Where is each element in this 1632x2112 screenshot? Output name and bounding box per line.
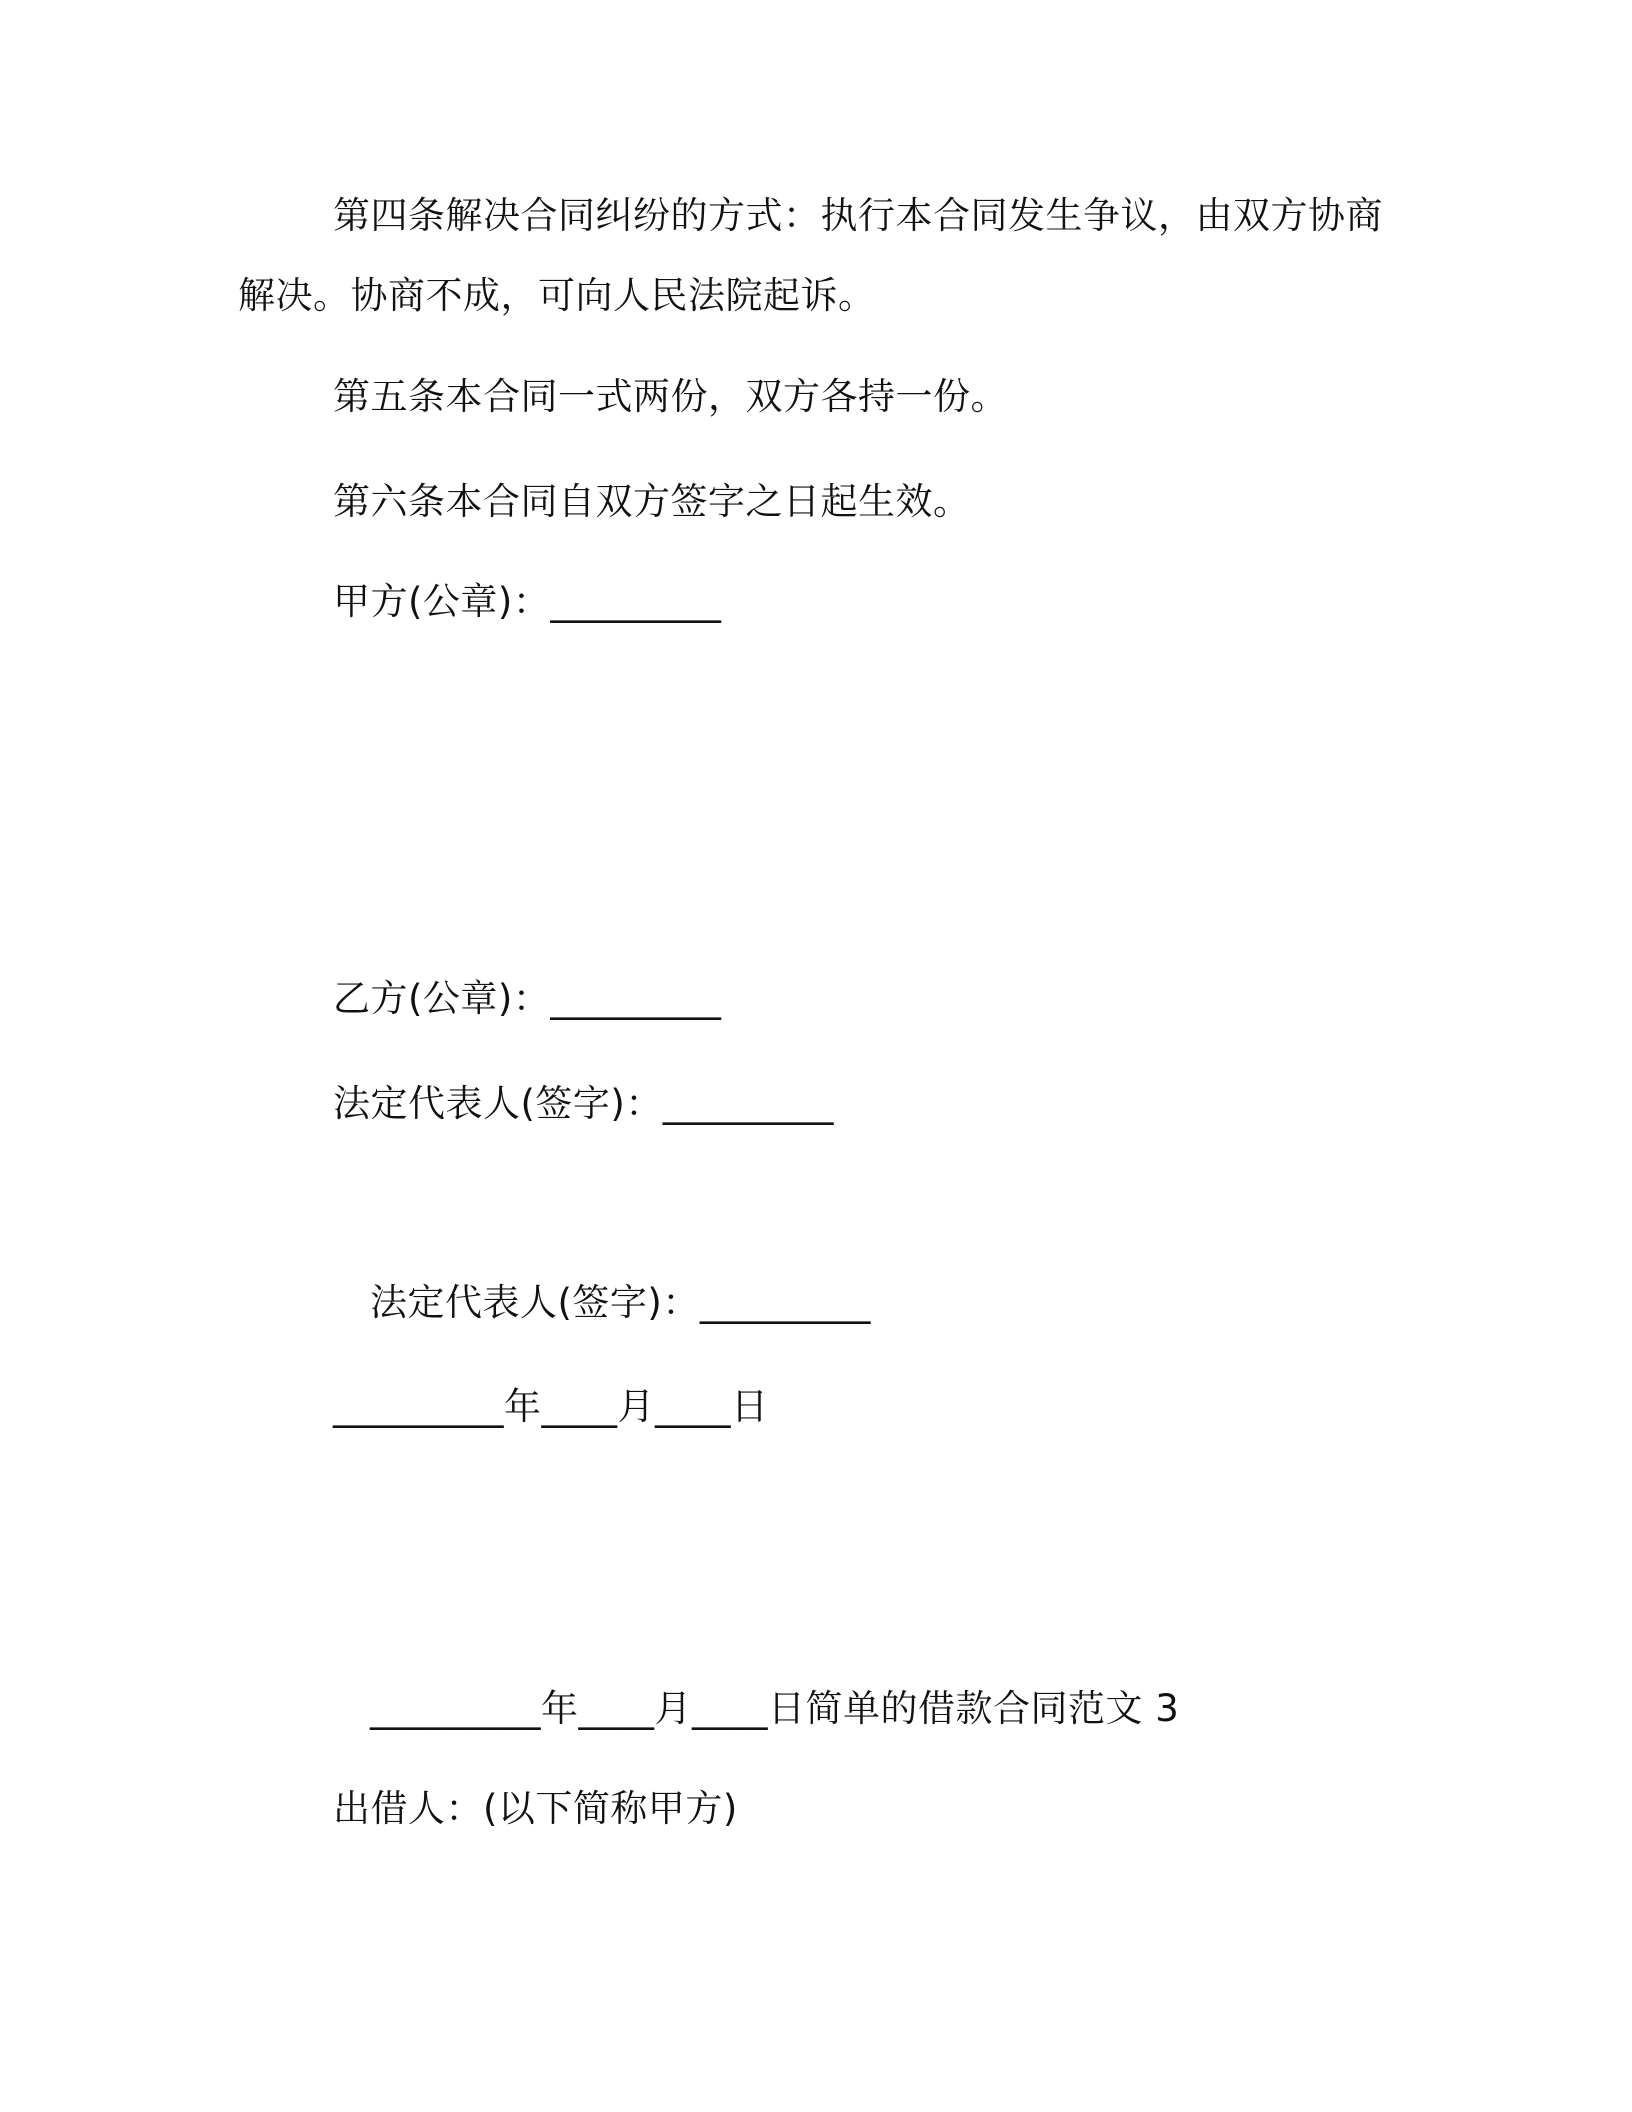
legal-rep-signature-2: 法定代表人(签字)：_________ <box>370 1281 871 1324</box>
date-and-title-line: _________年____月____日简单的借款合同范文 3 <box>370 1687 1180 1730</box>
date-line: _________年____月____日 <box>333 1385 769 1428</box>
party-b-seal: 乙方(公章)：_________ <box>333 977 722 1020</box>
legal-rep-signature-1: 法定代表人(签字)：_________ <box>333 1082 834 1125</box>
article-five: 第五条本合同一式两份，双方各持一份。 <box>333 375 1008 418</box>
lender-line: 出借人：(以下简称甲方) <box>333 1787 738 1830</box>
article-four-line-2: 解决。协商不成，可向人民法院起诉。 <box>238 274 876 317</box>
article-six: 第六条本合同自双方签字之日起生效。 <box>333 480 971 523</box>
party-a-seal: 甲方(公章)：_________ <box>333 580 722 623</box>
article-four-line-1: 第四条解决合同纠纷的方式：执行本合同发生争议，由双方协商 <box>333 194 1383 237</box>
